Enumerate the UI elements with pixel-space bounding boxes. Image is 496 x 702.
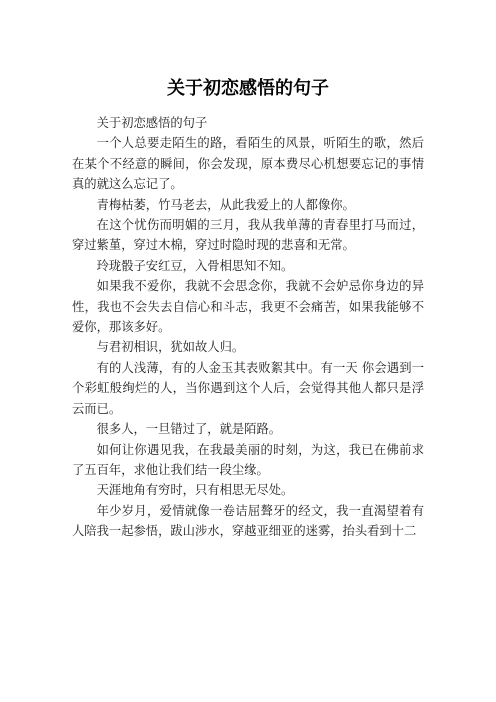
- paragraph: 有的人浅薄，有的人金玉其表败絮其中。有一天 你会遇到一个彩虹般绚烂的人，当你遇到这个人后，会觉得其他人都只是浮云而已。: [72, 360, 424, 416]
- document-title: 关于初恋感悟的句子: [167, 78, 329, 99]
- paragraph: 青梅枯萎，竹马老去，从此我爱上的人都像你。: [96, 197, 355, 212]
- paragraph: 玲珑骰子安红豆，入骨相思知不知。: [96, 258, 294, 273]
- paragraph: 年少岁月，爱情就像一卷诘屈聱牙的经文，我一直渴望着有人陪我一起参悟，跋山涉水，穿越亚细亚的迷雾，抬头看到十二: [72, 503, 424, 539]
- paragraph: 关于初恋感悟的句子: [96, 116, 208, 130]
- paragraph: 一个人总要走陌生的路，看陌生的风景，听陌生的歌，然后在某个不经意的瞬间，你会发现，原本费尽心机想要忘记的事情真的就这么忘记了。: [72, 136, 424, 192]
- document-body: [72, 113, 424, 542]
- paragraph: 如何让你遇见我，在我最美丽的时刻，为这，我已在佛前求了五百年，求他让我们结一段尘缘。: [72, 442, 424, 477]
- paragraph: 与君初相识，犹如故人归。: [96, 340, 245, 355]
- paragraph: 在这个忧伤而明媚的三月，我从我单薄的青春里打马而过，穿过紫堇，穿过木棉，穿过时隐时现的悲喜和无常。: [72, 218, 424, 253]
- paragraph: 如果我不爱你，我就不会思念你，我就不会妒忌你身边的异性，我也不会失去自信心和斗志，我更不会痛苦，如果我能够不爱你，那该多好。: [72, 279, 424, 335]
- paragraph: 天涯地角有穷时，只有相思无尽处。: [96, 483, 294, 498]
- paragraph: 很多人，一旦错过了，就是陌路。: [96, 422, 282, 437]
